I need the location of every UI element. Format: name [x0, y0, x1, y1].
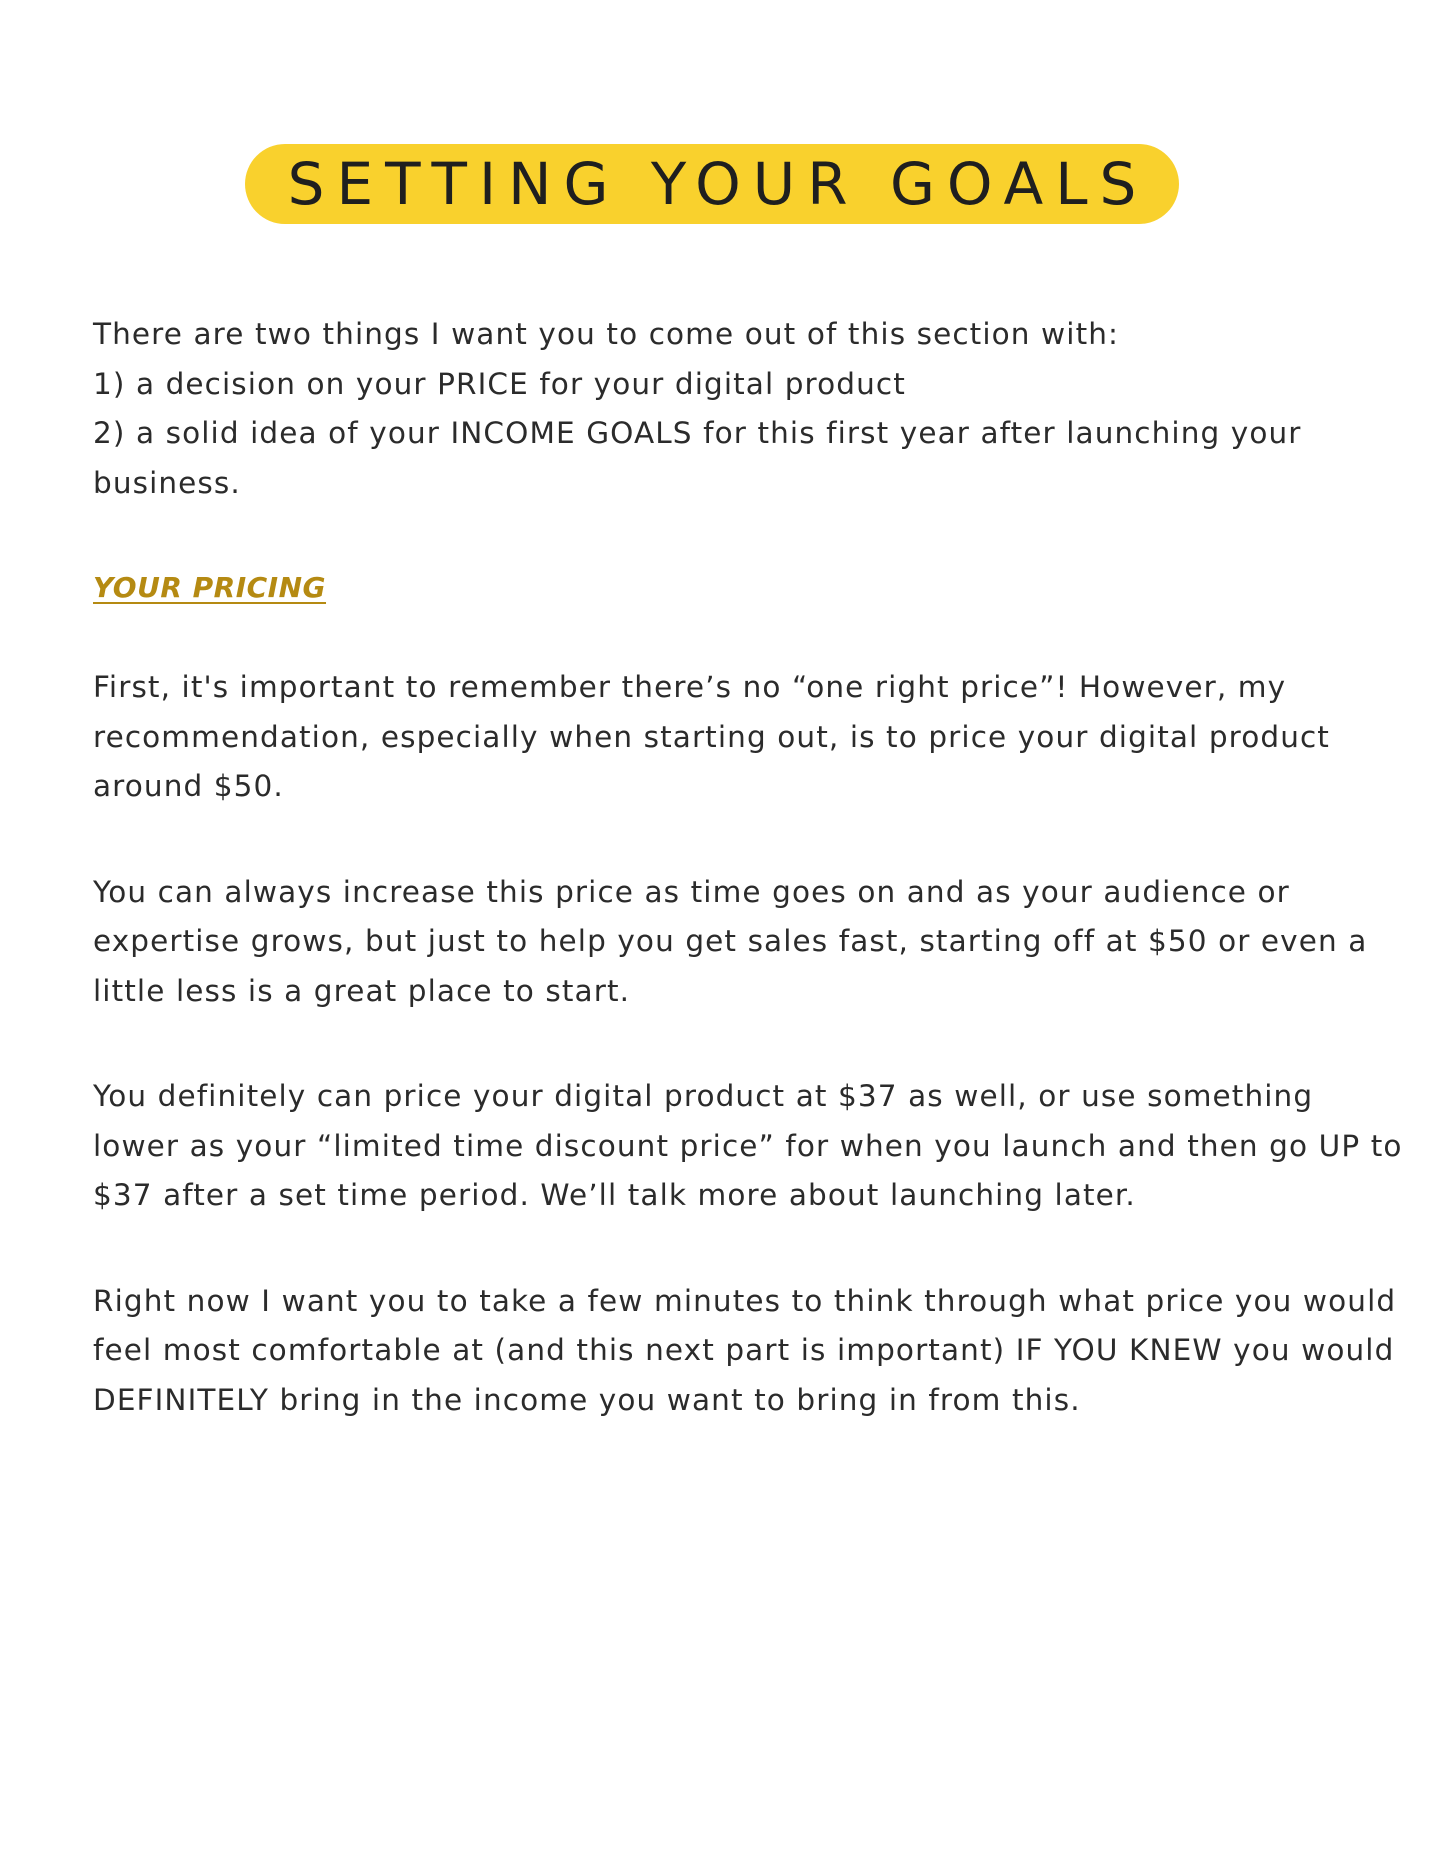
paragraph-line: First, it's important to remember there’s no “one right price”! However, my	[93, 670, 1287, 704]
paragraph-line: DEFINITELY bring in the income you want to bring in from this.	[93, 1382, 1081, 1417]
paragraph-line: little less is a great place to start.	[93, 973, 631, 1008]
paragraph-line: around $50.	[93, 769, 284, 803]
section-heading-pricing: YOUR PRICING	[93, 571, 327, 604]
intro-line: 2) a solid idea of your INCOME GOALS for this first year after launching your	[93, 416, 1302, 450]
paragraph-line: feel most comfortable at (and this next part is important) IF YOU KNEW you would	[93, 1333, 1395, 1367]
body-paragraph	[93, 1277, 1397, 1426]
intro-line: 1) a decision on your PRICE for your digital product	[93, 366, 906, 401]
body-paragraph	[93, 1072, 1403, 1221]
intro-paragraph	[93, 310, 1383, 508]
paragraph-line: expertise grows, but just to help you get sales fast, starting off at $50 or even a	[93, 924, 1368, 958]
spacer	[93, 1016, 1383, 1072]
paragraph-line: recommendation, especially when starting out, is to price your digital product	[93, 719, 1330, 754]
paragraph-line: Right now I want you to take a few minutes to think through what price you would	[93, 1283, 1397, 1318]
body-paragraph	[93, 663, 1383, 812]
intro-line: There are two things I want you to come out of this section with:	[93, 317, 1120, 351]
title-banner	[245, 144, 1179, 224]
spacer	[93, 812, 1383, 868]
paragraph-line: lower as your “limited time discount price” for when you launch and then go UP to	[93, 1128, 1403, 1163]
paragraph-line: You can always increase this price as time goes on and as your audience or	[93, 874, 1290, 909]
paragraph-line: $37 after a set time period. We’ll talk more about launching later.	[93, 1178, 1136, 1212]
spacer	[93, 1221, 1383, 1277]
spacer	[93, 608, 1383, 663]
document-body	[93, 310, 1403, 1425]
body-paragraph	[93, 868, 1383, 1017]
page-title: SETTING YOUR GOALS	[287, 150, 1149, 218]
intro-line: business.	[93, 465, 241, 500]
paragraph-line: You definitely can price your digital product at $37 as well, or use something	[93, 1079, 1314, 1113]
spacer	[93, 508, 1383, 568]
